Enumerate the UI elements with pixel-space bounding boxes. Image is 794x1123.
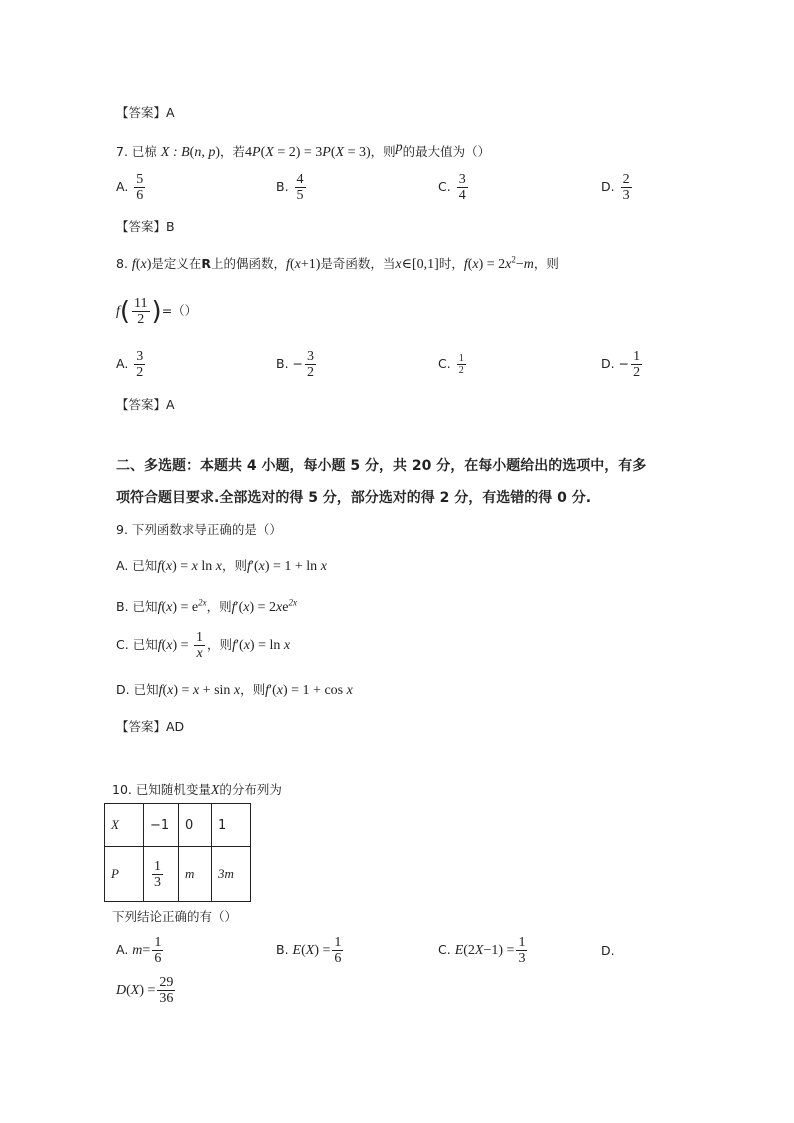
question-9-stem: 9. 下列函数求导正确的是（） [116,522,282,537]
question-10-stem: 10. 已知随机变量X的分布列为 [112,782,282,798]
q10-option-c[interactable]: C. E(2X−1) = $\frac{1}{3}$ [438,935,526,966]
q9-option-b[interactable]: B. 已知$f(x) = e^{2x}$，则$f'(x) = 2xe^{2x}$ [116,597,297,615]
question-8-expression: f( $\frac{11}{2}$ )=（） [116,296,198,327]
section-2-header-line1: 二、多选题：本题共 4 小题，每小题 5 分，共 20 分，在每小题给出的选项中，有多 [116,458,647,474]
answer-q8: 【答案】A [116,397,175,412]
distribution-table [104,803,251,902]
question-7-stem: 7. 已椋 X : B(n, p)，若4P(X = 2) = 3P(X = 3)，则$^p$的最大值为（） [116,140,491,161]
q8-option-c[interactable]: C. $\frac{1}{2}$ [438,353,464,376]
q8-option-a[interactable]: A. $\frac{3}{2}$ [116,349,144,380]
q7-option-a[interactable]: A. $\frac{5}{6}$ [116,172,144,203]
table-row: P $\frac{1}{3}$ m 3m [105,847,251,902]
q7-option-b[interactable]: B. $\frac{4}{5}$ [276,172,304,203]
q10-option-b[interactable]: B. E(X) = $\frac{1}{6}$ [276,935,342,966]
answer-q9: 【答案】AD [116,719,185,734]
q8-option-d[interactable]: D. − $\frac{1}{2}$ [601,349,641,380]
q10-option-d-expression: D(X) = $\frac{29}{36}$ [116,975,174,1006]
q9-option-a[interactable]: A. 已知f(x) = x ln x，则f′(x) = 1 + ln x [116,558,327,574]
q9-option-d[interactable]: D. 已知f(x) = x + sin x，则f′(x) = 1 + cos x [116,682,353,698]
table-row: X −1 0 1 [105,804,251,847]
q9-option-c[interactable]: C. 已知f(x) = $\frac{1}{x}$ ，则f′(x) = ln x [116,630,291,661]
answer-q7: 【答案】B [116,219,175,234]
q8-option-b[interactable]: B. − $\frac{3}{2}$ [276,349,315,380]
answer-q6: 【答案】A [116,105,175,120]
section-2-header-line2: 项符合题目要求.全部选对的得 5 分，部分选对的得 2 分，有选错的得 0 分. [116,490,592,506]
q10-option-a[interactable]: A. m= $\frac{1}{6}$ [116,935,162,966]
question-8-stem: 8. f(x)是定义在R上的偶函数，f(x+1)是奇函数，当x∈[0,1]时，$f(x) = 2x^2-m$，则 [116,254,559,272]
question-10-conclusion: 下列结论正确的有（） [112,909,238,924]
q7-option-c[interactable]: C. $\frac{3}{4}$ [438,172,466,203]
q7-option-d[interactable]: D. $\frac{2}{3}$ [601,172,630,203]
q10-option-d[interactable]: D. [601,943,615,958]
